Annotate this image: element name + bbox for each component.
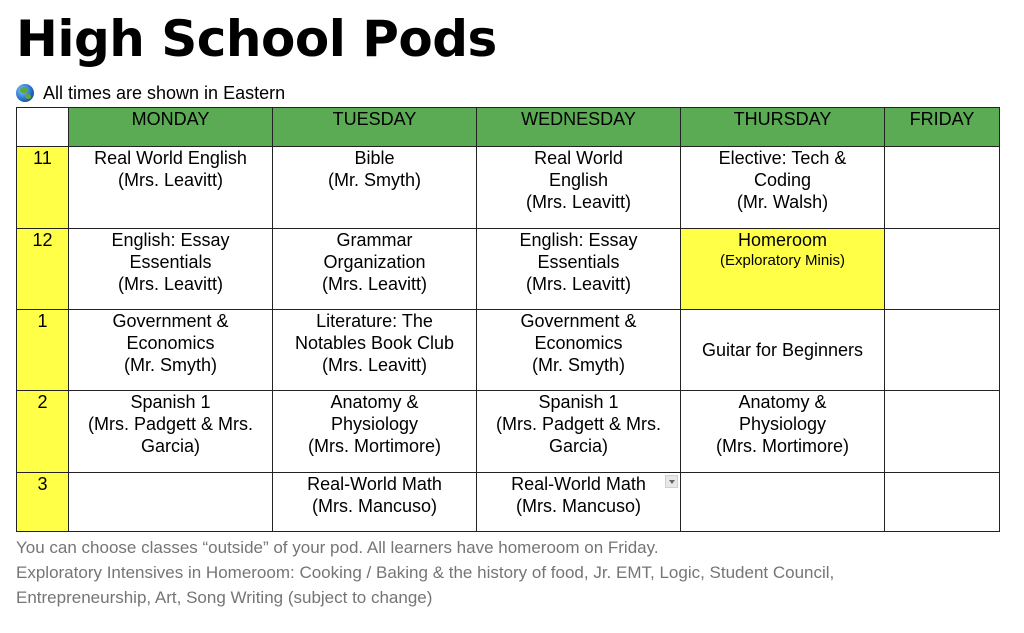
time-cell: 1 xyxy=(17,310,69,391)
class-cell[interactable] xyxy=(69,310,273,391)
timezone-note xyxy=(16,82,285,104)
class-line: Essentials xyxy=(129,252,212,272)
class-line: English xyxy=(548,170,609,190)
class-line: (Mrs. Leavitt) xyxy=(321,355,427,375)
empty-cell[interactable] xyxy=(885,147,1000,229)
class-line: (Mrs. Leavitt) xyxy=(117,170,223,190)
table-row xyxy=(17,391,1000,473)
time-cell: 2 xyxy=(17,391,69,473)
class-cell[interactable] xyxy=(477,391,681,473)
class-line: (Mrs. Leavitt) xyxy=(117,274,223,294)
empty-cell[interactable] xyxy=(885,473,1000,532)
empty-cell[interactable] xyxy=(885,310,1000,391)
header-row xyxy=(17,108,1000,147)
class-line: Real World xyxy=(534,148,623,168)
homeroom-cell[interactable] xyxy=(681,229,885,310)
class-line: Literature: The xyxy=(316,311,433,331)
empty-cell[interactable] xyxy=(885,391,1000,473)
class-cell[interactable] xyxy=(273,229,477,310)
class-line: (Mrs. Mancuso) xyxy=(311,496,437,516)
class-line: (Mr. Smyth) xyxy=(328,170,421,190)
corner-cell xyxy=(17,108,69,147)
class-line: (Mrs. Leavitt) xyxy=(321,274,427,294)
class-line: (Mrs. Mortimore) xyxy=(308,436,441,456)
class-line: Grammar xyxy=(336,230,413,250)
note-line: You can choose classes “outside” of your pod. All learners have homeroom on Friday. xyxy=(16,538,659,557)
class-cell[interactable] xyxy=(681,391,885,473)
class-line: (Mrs. Padgett & Mrs. xyxy=(495,414,662,434)
class-line: (Mr. Smyth) xyxy=(532,355,625,375)
day-header-monday: MONDAY xyxy=(69,108,273,147)
class-cell[interactable] xyxy=(477,147,681,229)
class-line: English: Essay xyxy=(111,230,230,250)
class-line: Spanish 1 xyxy=(130,392,211,412)
class-line: Anatomy & xyxy=(330,392,419,412)
class-line: Physiology xyxy=(738,414,827,434)
class-line: (Mrs. Leavitt) xyxy=(525,274,631,294)
class-line: Real-World Math xyxy=(307,474,442,494)
class-line: Anatomy & xyxy=(738,392,827,412)
class-line: Coding xyxy=(753,170,812,190)
table-row xyxy=(17,147,1000,229)
class-line: Garcia) xyxy=(548,436,608,456)
footnotes xyxy=(16,535,834,610)
schedule-table xyxy=(16,107,1000,532)
day-header-friday: FRIDAY xyxy=(885,108,1000,147)
class-cell[interactable] xyxy=(273,473,477,532)
class-line: Bible xyxy=(354,148,395,168)
class-cell[interactable] xyxy=(69,229,273,310)
empty-cell[interactable] xyxy=(681,473,885,532)
time-cell: 11 xyxy=(17,147,69,229)
class-line: Government & xyxy=(520,311,637,331)
class-line: Economics xyxy=(534,333,623,353)
empty-cell[interactable] xyxy=(885,229,1000,310)
class-line: Spanish 1 xyxy=(538,392,619,412)
class-line: Organization xyxy=(323,252,426,272)
class-line: (Mrs. Leavitt) xyxy=(525,192,631,212)
table-row xyxy=(17,310,1000,391)
class-line: (Mrs. Mancuso) xyxy=(515,496,641,516)
day-header-tuesday: TUESDAY xyxy=(273,108,477,147)
class-cell[interactable] xyxy=(681,310,885,391)
class-cell[interactable] xyxy=(477,473,681,532)
class-line: Real World English xyxy=(94,148,247,168)
class-cell[interactable] xyxy=(273,310,477,391)
class-cell[interactable] xyxy=(477,229,681,310)
day-header-thursday: THURSDAY xyxy=(681,108,885,147)
class-line: Homeroom xyxy=(737,230,828,250)
class-line: Guitar for Beginners xyxy=(701,340,864,360)
class-cell[interactable] xyxy=(69,147,273,229)
class-line: Government & xyxy=(112,311,229,331)
class-line: Elective: Tech & xyxy=(718,148,847,168)
table-row xyxy=(17,229,1000,310)
timezone-note-text: All times are shown in Eastern xyxy=(43,83,286,103)
note-line: Exploratory Intensives in Homeroom: Cooking / Baking & the history of food, Jr. EMT, Logic, Student Council, xyxy=(16,563,835,582)
day-header-wednesday: WEDNESDAY xyxy=(477,108,681,147)
class-cell[interactable] xyxy=(477,310,681,391)
page-title: High School Pods xyxy=(16,10,497,68)
class-line: Garcia) xyxy=(140,436,200,456)
class-line: Real-World Math xyxy=(511,474,646,494)
dropdown-arrow-icon[interactable] xyxy=(665,475,678,488)
class-line: (Mrs. Padgett & Mrs. xyxy=(87,414,254,434)
time-cell: 3 xyxy=(17,473,69,532)
empty-cell[interactable] xyxy=(69,473,273,532)
class-cell[interactable] xyxy=(273,147,477,229)
globe-icon xyxy=(16,84,34,102)
class-line: Essentials xyxy=(537,252,620,272)
class-cell[interactable] xyxy=(681,147,885,229)
class-line: Physiology xyxy=(330,414,419,434)
class-line: Notables Book Club xyxy=(294,333,455,353)
note-line: Entrepreneurship, Art, Song Writing (subject to change) xyxy=(16,588,433,607)
table-row xyxy=(17,473,1000,532)
class-line: (Mr. Walsh) xyxy=(736,192,829,212)
class-cell[interactable] xyxy=(273,391,477,473)
class-subtitle: (Exploratory Minis) xyxy=(719,252,846,269)
class-line: Economics xyxy=(126,333,215,353)
class-line: English: Essay xyxy=(519,230,638,250)
class-line: (Mr. Smyth) xyxy=(124,355,217,375)
class-line: (Mrs. Mortimore) xyxy=(716,436,849,456)
class-cell[interactable] xyxy=(69,391,273,473)
time-cell: 12 xyxy=(17,229,69,310)
